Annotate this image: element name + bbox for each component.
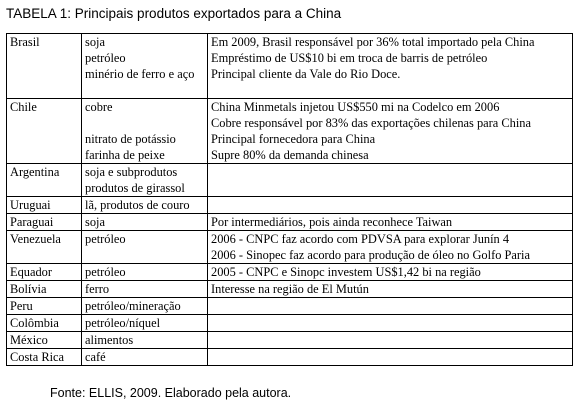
product-line: minério de ferro e aço <box>85 67 195 81</box>
product-line <box>85 115 207 131</box>
product-line: cobre <box>85 100 113 114</box>
table-row <box>7 99 573 164</box>
note-line: 2005 - CNPC e Sinopc investem US$1,42 bi na região <box>211 265 481 279</box>
product-line: café <box>85 350 106 364</box>
product-line: petróleo <box>85 265 126 279</box>
country-name: Venezuela <box>10 232 61 246</box>
notes-cell <box>208 264 573 281</box>
table-row <box>7 315 573 332</box>
country-name: Brasil <box>10 35 40 49</box>
country-name: Argentina <box>10 165 60 179</box>
notes-cell <box>208 332 573 349</box>
products-cell <box>82 315 208 332</box>
products-cell <box>82 231 208 264</box>
table-row <box>7 231 573 264</box>
table-row <box>7 349 573 366</box>
country-name: México <box>10 333 48 347</box>
note-line <box>211 332 572 348</box>
products-cell <box>82 332 208 349</box>
product-line: petróleo/níquel <box>85 316 161 330</box>
notes-cell <box>208 349 573 366</box>
note-line: 2006 - CNPC faz acordo com PDVSA para explorar Junín 4 <box>211 232 510 246</box>
country-cell <box>7 264 82 281</box>
country-cell <box>7 164 82 197</box>
product-line: soja e subprodutos <box>85 165 178 179</box>
product-line: nitrato de potássio <box>85 132 176 146</box>
table-row <box>7 332 573 349</box>
country-name: Uruguai <box>10 198 51 212</box>
products-cell <box>82 214 208 231</box>
products-cell <box>82 34 208 99</box>
note-line: China Minmetals injetou US$550 mi na Codelco em 2006 <box>211 100 500 114</box>
note-line <box>211 82 572 98</box>
note-line: 2006 - Sinopec faz acordo para produção de óleo no Golfo Paria <box>211 248 530 262</box>
country-cell <box>7 349 82 366</box>
note-line: Principal fornecedora para China <box>211 132 376 146</box>
country-cell <box>7 231 82 264</box>
notes-cell <box>208 231 573 264</box>
country-name: Costa Rica <box>10 350 65 364</box>
table-row <box>7 281 573 298</box>
country-name: Peru <box>10 299 33 313</box>
notes-cell <box>208 164 573 197</box>
table-row <box>7 214 573 231</box>
country-name: Colômbia <box>10 316 59 330</box>
note-line <box>211 315 572 331</box>
country-cell <box>7 298 82 315</box>
notes-cell <box>208 214 573 231</box>
product-line: soja <box>85 35 105 49</box>
country-cell <box>7 315 82 332</box>
table-row <box>7 298 573 315</box>
notes-cell <box>208 99 573 164</box>
note-line: Por intermediários, pois ainda reconhece Taiwan <box>211 215 453 229</box>
country-name: Equador <box>10 265 52 279</box>
product-line: soja <box>85 215 105 229</box>
notes-cell <box>208 315 573 332</box>
products-cell <box>82 298 208 315</box>
product-line: petróleo <box>85 232 126 246</box>
product-line: petróleo/mineração <box>85 299 181 313</box>
products-cell <box>82 349 208 366</box>
country-cell <box>7 214 82 231</box>
note-line: Empréstimo de US$10 bi em troca de barris de petróleo <box>211 51 488 65</box>
product-line: petróleo <box>85 51 126 65</box>
country-name: Paraguai <box>10 215 54 229</box>
table-row <box>7 197 573 214</box>
country-cell <box>7 332 82 349</box>
exports-table-body <box>7 34 573 366</box>
country-cell <box>7 281 82 298</box>
source-note: Fonte: ELLIS, 2009. Elaborado pela autora. <box>50 386 292 400</box>
table-row <box>7 264 573 281</box>
notes-cell <box>208 197 573 214</box>
note-line: Interesse na região de El Mutún <box>211 282 369 296</box>
note-line: Em 2009, Brasil responsável por 36% total importado pela China <box>211 35 535 49</box>
table-caption: TABELA 1: Principais produtos exportados para a China <box>6 6 342 21</box>
product-line: ferro <box>85 282 110 296</box>
notes-cell <box>208 281 573 298</box>
table-row <box>7 164 573 197</box>
product-line: lã, produtos de couro <box>85 198 190 212</box>
note-line <box>211 197 572 213</box>
country-cell <box>7 197 82 214</box>
products-cell <box>82 99 208 164</box>
products-cell <box>82 164 208 197</box>
note-line <box>211 349 572 365</box>
note-line <box>211 298 572 314</box>
notes-cell <box>208 298 573 315</box>
product-line: alimentos <box>85 333 134 347</box>
products-cell <box>82 281 208 298</box>
note-line <box>211 164 572 180</box>
country-name: Chile <box>10 100 37 114</box>
product-line: produtos de girassol <box>85 181 185 195</box>
exports-table <box>6 33 573 366</box>
products-cell <box>82 197 208 214</box>
note-line: Cobre responsável por 83% das exportações chilenas para China <box>211 116 531 130</box>
notes-cell <box>208 34 573 99</box>
table-row <box>7 34 573 99</box>
products-cell <box>82 264 208 281</box>
country-cell <box>7 99 82 164</box>
country-cell <box>7 34 82 99</box>
product-line: farinha de peixe <box>85 148 165 162</box>
note-line: Supre 80% da demanda chinesa <box>211 148 369 162</box>
note-line: Principal cliente da Vale do Rio Doce. <box>211 67 401 81</box>
country-name: Bolívia <box>10 282 47 296</box>
